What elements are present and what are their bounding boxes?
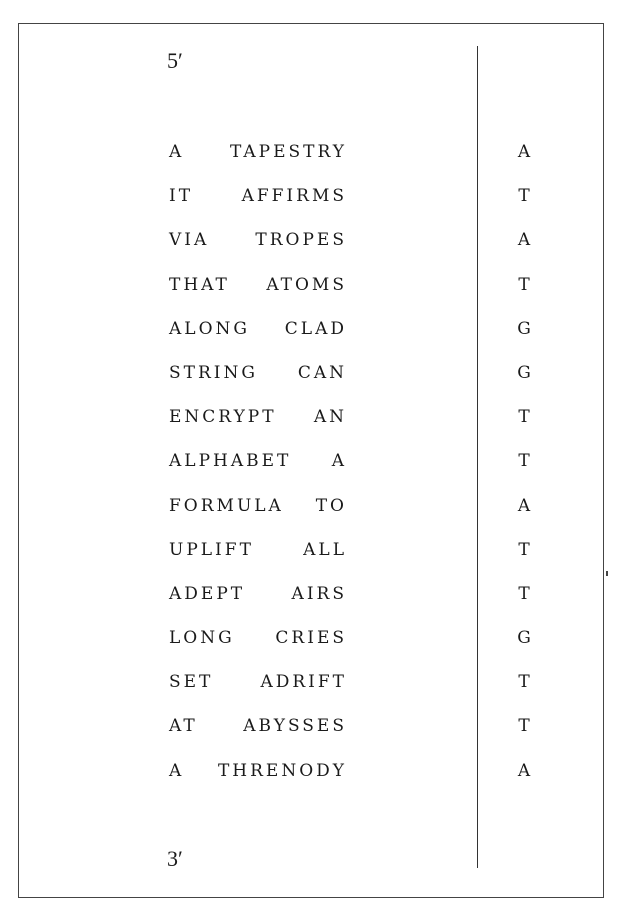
poem-word: ADEPT <box>169 583 246 604</box>
poem-word: LONG <box>169 628 235 649</box>
poem-word: ADRIFT <box>260 672 347 693</box>
poem-line <box>169 627 347 671</box>
three-prime-label: 3′ <box>167 846 183 871</box>
poem-word: ALONG <box>169 318 250 339</box>
poem-word: ABYSSES <box>243 716 347 737</box>
poem-word: A <box>169 142 185 162</box>
base-letter: T <box>518 407 530 428</box>
base-letter: G <box>517 362 531 383</box>
base-letter: T <box>518 716 530 737</box>
poem-line <box>169 539 347 583</box>
poem-word: CAN <box>297 362 347 383</box>
base-column <box>508 141 540 804</box>
poem-word: THRENODY <box>217 760 347 781</box>
base-letter: G <box>517 318 531 339</box>
poem-line <box>169 362 347 406</box>
poem-word: A <box>169 760 185 781</box>
poem-word: ATOMS <box>266 274 347 295</box>
poem-word: TAPESTRY <box>229 142 347 162</box>
poem-line <box>169 274 347 318</box>
poem-word: CLAD <box>284 318 347 339</box>
poem-word: A <box>331 451 347 472</box>
base-letter: A <box>517 495 531 516</box>
poem-column <box>169 141 347 804</box>
poem-word: SET <box>169 672 214 693</box>
poem-line <box>169 495 347 539</box>
poem-word: ALPHABET <box>169 451 292 472</box>
poem-line <box>169 583 347 627</box>
column-divider <box>477 46 478 868</box>
base-letter: T <box>518 451 530 472</box>
poem-word: UPLIFT <box>169 539 254 560</box>
poem-line <box>169 760 347 804</box>
poem-word: AT <box>169 716 198 737</box>
base-letter: T <box>518 274 530 295</box>
poem-line <box>169 450 347 494</box>
base-letter: T <box>518 186 530 207</box>
poem-word: STRING <box>169 362 258 383</box>
poem-word: ENCRYPT <box>169 407 277 428</box>
base-letter: T <box>518 672 530 693</box>
poem-line <box>169 318 347 362</box>
base-letter: G <box>517 628 531 649</box>
base-letter: T <box>518 583 530 604</box>
poem-word: FORMULA <box>169 495 284 516</box>
poem-word: TO <box>315 495 347 516</box>
poem-line <box>169 671 347 715</box>
base-letter: A <box>517 230 531 251</box>
margin-mark <box>606 571 608 576</box>
poem-line <box>169 185 347 229</box>
poem-word: THAT <box>169 274 230 295</box>
poem-word: AIRS <box>291 583 347 604</box>
base-letter: T <box>518 539 530 560</box>
poem-word: ALL <box>303 539 347 560</box>
poem-word: CRIES <box>275 628 347 649</box>
poem-line <box>169 715 347 759</box>
five-prime-label: 5′ <box>167 48 183 73</box>
poem-word: TROPES <box>255 230 347 251</box>
poem-line <box>169 229 347 273</box>
poem-word: AFFIRMS <box>241 186 347 207</box>
poem-line <box>169 141 347 185</box>
base-letter: A <box>517 760 531 781</box>
poem-word: AN <box>313 407 347 428</box>
base-letter: A <box>517 142 531 162</box>
poem-word: IT <box>169 186 194 207</box>
poem-line <box>169 406 347 450</box>
poem-word: VIA <box>169 230 210 251</box>
